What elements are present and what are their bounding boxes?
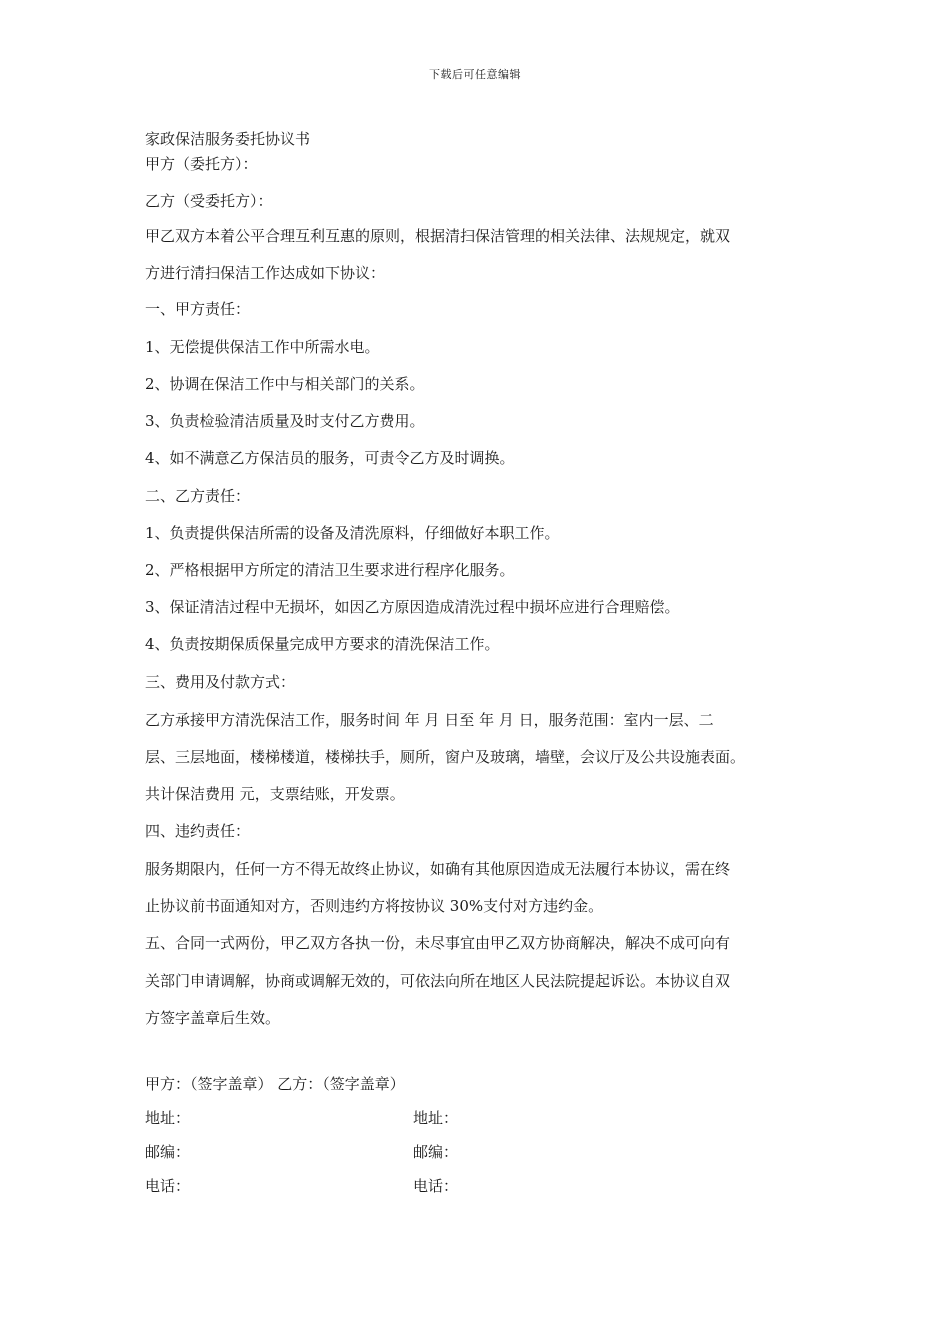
- document-title: 家政保洁服务委托协议书: [145, 130, 311, 148]
- section3-line: 层、三层地面，楼梯楼道，楼梯扶手，厕所，窗户及玻璃，墙壁，会议厅及公共设施表面。: [145, 748, 746, 766]
- left-address-label: 地址：: [145, 1109, 191, 1127]
- signature-line: 甲方：（签字盖章） 乙方：（签字盖章）: [145, 1075, 405, 1093]
- left-phone-label: 电话：: [145, 1177, 191, 1195]
- party-a-label: 甲方（委托方）：: [145, 155, 258, 173]
- section2-item: 3、保证清洁过程中无损坏，如因乙方原因造成清洗过程中损坏应进行合理赔偿。: [145, 598, 680, 616]
- right-postcode-label: 邮编：: [413, 1143, 459, 1161]
- section1-item: 2、协调在保洁工作中与相关部门的关系。: [145, 375, 425, 393]
- section1-item: 1、无偿提供保洁工作中所需水电。: [145, 338, 380, 356]
- section2-item: 1、负责提供保洁所需的设备及清洗原料，仔细做好本职工作。: [145, 524, 560, 542]
- section1-item: 4、如不满意乙方保洁员的服务，可责令乙方及时调换。: [145, 449, 515, 467]
- section2-item: 4、负责按期保质保量完成甲方要求的清洗保洁工作。: [145, 635, 500, 653]
- party-b-label: 乙方（受委托方）：: [145, 192, 273, 210]
- section4-line: 服务期限内，任何一方不得无故终止协议，如确有其他原因造成无法履行本协议，需在终: [145, 860, 731, 878]
- intro-line-1: 甲乙双方本着公平合理互利互惠的原则，根据清扫保洁管理的相关法律、法规规定，就双: [145, 227, 731, 245]
- intro-line-2: 方进行清扫保洁工作达成如下协议：: [145, 264, 386, 282]
- right-phone-label: 电话：: [413, 1177, 459, 1195]
- header-note: 下载后可任意编辑: [429, 68, 521, 81]
- section4-heading: 四、违约责任：: [145, 822, 251, 840]
- section2-item: 2、严格根据甲方所定的清洁卫生要求进行程序化服务。: [145, 561, 515, 579]
- section1-heading: 一、甲方责任：: [145, 300, 251, 318]
- section3-line: 乙方承接甲方清洗保洁工作，服务时间 年 月 日至 年 月 日，服务范围：室内一层、二: [145, 711, 714, 729]
- section5-line: 五、合同一式两份，甲乙双方各执一份，未尽事宜由甲乙双方协商解决，解决不成可向有: [145, 934, 731, 952]
- section5-line: 关部门申请调解，协商或调解无效的，可依法向所在地区人民法院提起诉讼。本协议自双: [145, 972, 731, 990]
- section3-heading: 三、费用及付款方式：: [145, 673, 296, 691]
- left-postcode-label: 邮编：: [145, 1143, 191, 1161]
- section3-line: 共计保洁费用 元，支票结账，开发票。: [145, 785, 405, 803]
- section2-heading: 二、乙方责任：: [145, 487, 251, 505]
- section4-line: 止协议前书面通知对方，否则违约方将按协议 30%支付对方违约金。: [145, 897, 604, 915]
- section1-item: 3、负责检验清洁质量及时支付乙方费用。: [145, 412, 425, 430]
- section5-line: 方签字盖章后生效。: [145, 1009, 281, 1027]
- right-address-label: 地址：: [413, 1109, 459, 1127]
